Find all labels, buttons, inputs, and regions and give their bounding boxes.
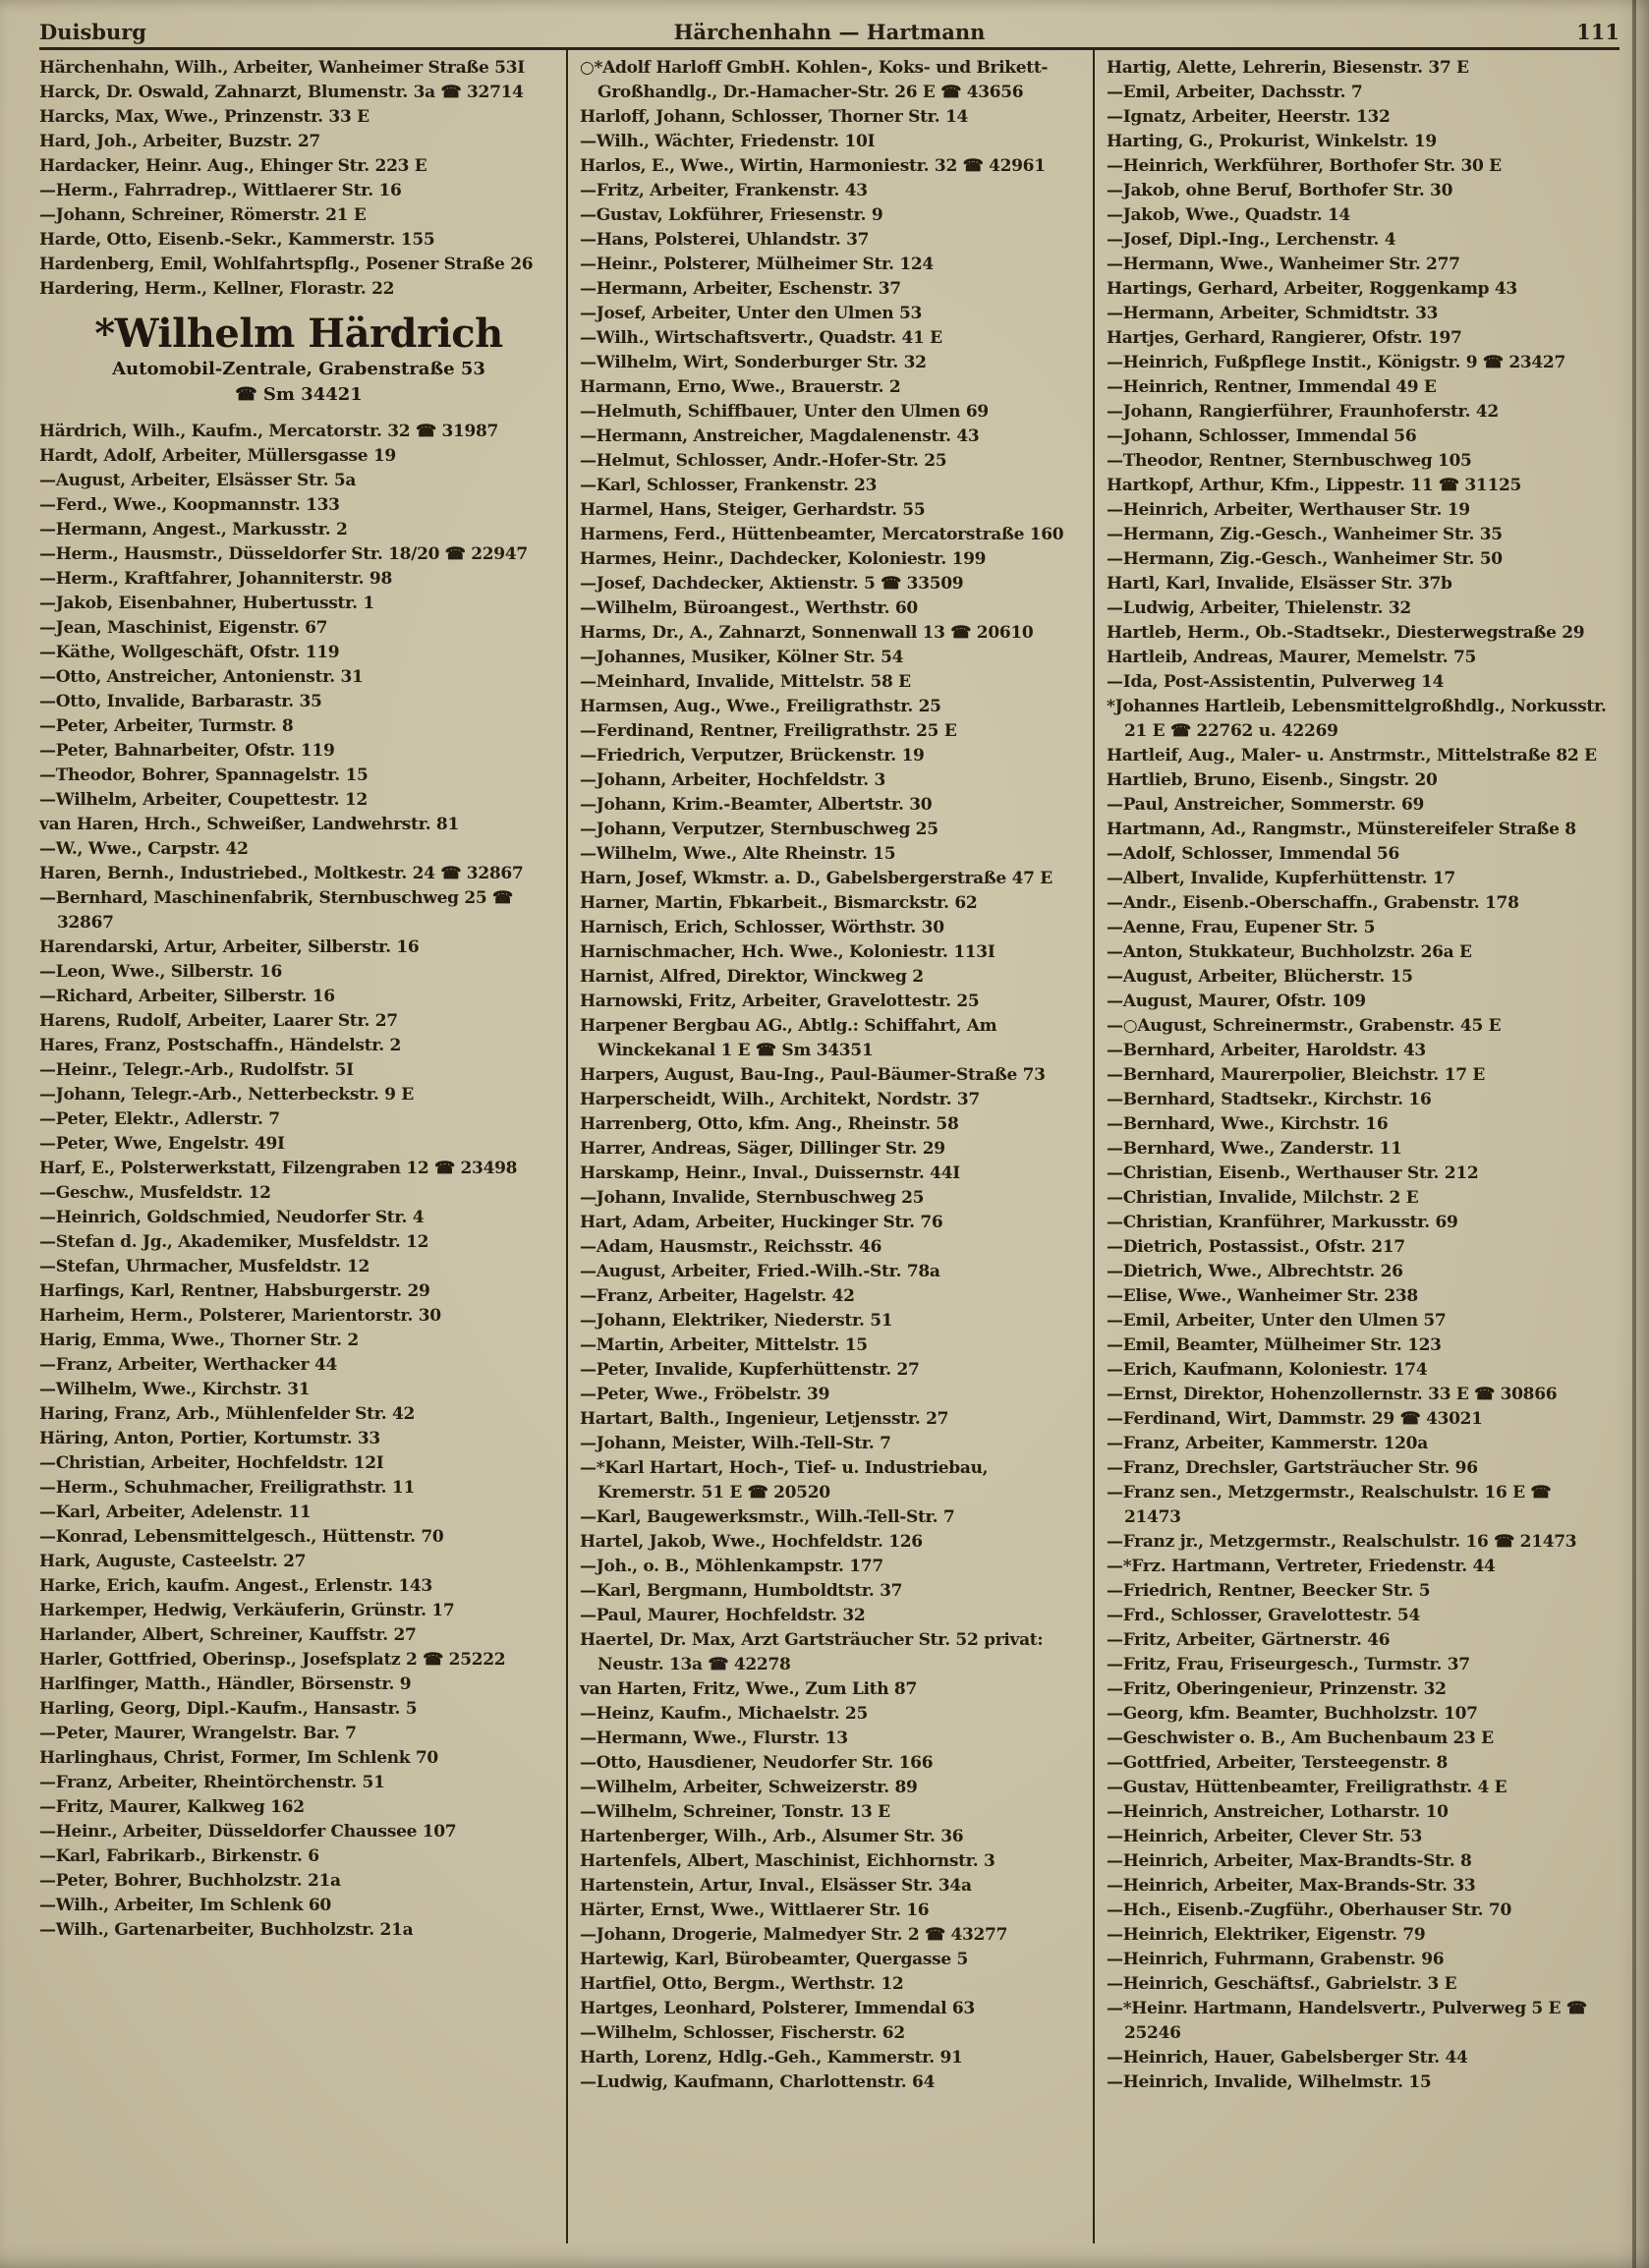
directory-entry: —Heinrich, Goldschmied, Neudorfer Str. 4 — [39, 1208, 425, 1227]
directory-entry: —Karl, Arbeiter, Adelenstr. 11 — [39, 1503, 312, 1522]
directory-entry: —Jean, Maschinist, Eigenstr. 67 — [39, 618, 328, 638]
directory-entry: Haring, Franz, Arb., Mühlenfelder Str. 42 — [39, 1404, 416, 1424]
directory-entry: —Franz, Arbeiter, Rheintörchenstr. 51 — [39, 1773, 385, 1792]
directory-entry: —Albert, Invalide, Kupferhüttenstr. 17 — [1107, 869, 1455, 888]
directory-entry: Harmens, Ferd., Hüttenbeamter, Mercatorstraße 160 — [580, 525, 1064, 544]
directory-entry: —Franz, Arbeiter, Hagelstr. 42 — [580, 1286, 855, 1306]
directory-entry: —Franz, Drechsler, Gartsträucher Str. 96 — [1107, 1458, 1478, 1478]
directory-entry: Harms, Dr., A., Zahnarzt, Sonnenwall 13 ☎ 20610 — [580, 623, 1034, 643]
directory-entry: Harck, Dr. Oswald, Zahnarzt, Blumenstr. 3a ☎ 32714 — [39, 83, 524, 102]
directory-entry: —Hans, Polsterei, Uhlandstr. 37 — [580, 230, 870, 250]
column-3 — [1093, 50, 1620, 2243]
directory-entry: —Emil, Arbeiter, Dachsstr. 7 — [1107, 83, 1363, 102]
directory-entry: —Johann, Arbeiter, Hochfeldstr. 3 — [580, 770, 886, 790]
directory-entry: Hartart, Balth., Ingenieur, Letjensstr. 27 — [580, 1409, 949, 1429]
directory-entry: —Hermann, Anstreicher, Magdalenenstr. 43 — [580, 426, 980, 446]
directory-entry: Härter, Ernst, Wwe., Wittlaerer Str. 16 — [580, 1900, 930, 1920]
directory-entry: —August, Arbeiter, Fried.-Wilh.-Str. 78a — [580, 1262, 940, 1281]
directory-entry: Harde, Otto, Eisenb.-Sekr., Kammerstr. 155 — [39, 230, 435, 250]
directory-entry: —Fritz, Frau, Friseurgesch., Turmstr. 37 — [1107, 1655, 1470, 1674]
directory-entry: Härdrich, Wilh., Kaufm., Mercatorstr. 32 ☎ 31987 — [39, 422, 499, 441]
directory-entry: —Josef, Arbeiter, Unter den Ulmen 53 — [580, 304, 923, 323]
directory-entry: —Geschwister o. B., Am Buchenbaum 23 E — [1107, 1729, 1494, 1748]
header-name-range: Härchenhahn — Hartmann — [673, 20, 986, 44]
directory-entry: —Richard, Arbeiter, Silberstr. 16 — [39, 987, 335, 1006]
directory-entry: —Georg, kfm. Beamter, Buchholzstr. 107 — [1107, 1704, 1478, 1724]
directory-entry: —Johann, Schlosser, Immendal 56 — [1107, 426, 1417, 446]
directory-entry: —Heinrich, Fußpflege Instit., Königstr. 9 ☎ 23427 — [1107, 353, 1565, 372]
directory-entry: van Harten, Fritz, Wwe., Zum Lith 87 — [580, 1679, 917, 1699]
directory-entry: —Fritz, Maurer, Kalkweg 162 — [39, 1797, 305, 1817]
directory-entry: —Elise, Wwe., Wanheimer Str. 238 — [1107, 1286, 1418, 1306]
directory-entry: —Christian, Eisenb., Werthauser Str. 212 — [1107, 1163, 1479, 1183]
directory-entry: —Heinrich, Geschäftsf., Gabrielstr. 3 E — [1107, 1974, 1457, 1994]
directory-entry: —Hermann, Arbeiter, Schmidtstr. 33 — [1107, 304, 1439, 323]
directory-entry: —Hermann, Wwe., Flurstr. 13 — [580, 1729, 848, 1748]
directory-entry: Harrenberg, Otto, kfm. Ang., Rheinstr. 58 — [580, 1114, 959, 1134]
directory-entry: —Stefan d. Jg., Akademiker, Musfeldstr. 12 — [39, 1232, 429, 1252]
directory-entry: —Erich, Kaufmann, Koloniestr. 174 — [1107, 1360, 1428, 1380]
directory-entry: —Paul, Maurer, Hochfeldstr. 32 — [580, 1606, 866, 1625]
directory-entry: Harheim, Herm., Polsterer, Marientorstr. 30 — [39, 1306, 441, 1326]
directory-entry: —Peter, Bahnarbeiter, Ofstr. 119 — [39, 741, 335, 761]
directory-entry: Harmes, Heinr., Dachdecker, Koloniestr. 199 — [580, 549, 987, 569]
directory-entry: —Ferdinand, Wirt, Dammstr. 29 ☎ 43021 — [1107, 1409, 1483, 1429]
directory-entry: —Ernst, Direktor, Hohenzollernstr. 33 E ☎ 30866 — [1107, 1385, 1558, 1404]
directory-entry: Harfings, Karl, Rentner, Habsburgerstr. 29 — [39, 1281, 430, 1301]
directory-entry: Harcks, Max, Wwe., Prinzenstr. 33 E — [39, 107, 370, 127]
directory-entry: —Wilhelm, Schlosser, Fischerstr. 62 — [580, 2023, 905, 2043]
directory-entry: Häring, Anton, Portier, Kortumstr. 33 — [39, 1429, 380, 1448]
directory-entry: —Hermann, Zig.-Gesch., Wanheimer Str. 35 — [1107, 525, 1503, 544]
directory-entry: Harskamp, Heinr., Inval., Duissernstr. 44I — [580, 1163, 960, 1183]
directory-entry: —Wilhelm, Schreiner, Tonstr. 13 E — [580, 1802, 890, 1822]
directory-entry: Hardenberg, Emil, Wohlfahrtspflg., Posener Straße 26 — [39, 255, 534, 274]
directory-entry: Hardacker, Heinr. Aug., Ehinger Str. 223 E — [39, 156, 427, 176]
directory-entry: —Käthe, Wollgeschäft, Ofstr. 119 — [39, 643, 340, 662]
directory-entry: —Heinz, Kaufm., Michaelstr. 25 — [580, 1704, 868, 1724]
directory-entry: —Hch., Eisenb.-Zugführ., Oberhauser Str. 70 — [1107, 1900, 1511, 1920]
directory-entry: Hartenstein, Artur, Inval., Elsässer Str. 34a — [580, 1876, 972, 1896]
directory-entry: Harlfinger, Matth., Händler, Börsenstr. 9 — [39, 1674, 412, 1694]
directory-entry: —Herm., Kraftfahrer, Johanniterstr. 98 — [39, 569, 392, 589]
directory-entry: —Wilh., Wirtschaftsvertr., Quadstr. 41 E — [580, 328, 942, 348]
directory-entry: —Helmut, Schlosser, Andr.-Hofer-Str. 25 — [580, 451, 947, 471]
directory-entry: van Haren, Hrch., Schweißer, Landwehrstr. 81 — [39, 815, 459, 834]
directory-entry: —Dietrich, Postassist., Ofstr. 217 — [1107, 1237, 1405, 1257]
directory-entry: —Friedrich, Rentner, Beecker Str. 5 — [1107, 1581, 1431, 1601]
directory-entry: —Josef, Dachdecker, Aktienstr. 5 ☎ 33509 — [580, 574, 964, 594]
directory-entry: —Christian, Kranführer, Markusstr. 69 — [1107, 1213, 1458, 1232]
directory-entry: Hartig, Alette, Lehrerin, Biesenstr. 37 E — [1107, 58, 1469, 78]
directory-entry: —Peter, Maurer, Wrangelstr. Bar. 7 — [39, 1724, 357, 1743]
directory-entry: —Helmuth, Schiffbauer, Unter den Ulmen 69 — [580, 402, 989, 422]
directory-entry: Harendarski, Artur, Arbeiter, Silberstr. 16 — [39, 937, 420, 957]
directory-entry: Harrer, Andreas, Säger, Dillinger Str. 29 — [580, 1139, 945, 1159]
directory-entry: Harnisch, Erich, Schlosser, Wörthstr. 30 — [580, 918, 944, 937]
directory-entry: —Heinrich, Fuhrmann, Grabenstr. 96 — [1107, 1950, 1445, 1969]
directory-entry: —Otto, Anstreicher, Antonienstr. 31 — [39, 667, 364, 687]
directory-entry: Hartenfels, Albert, Maschinist, Eichhornstr. 3 — [580, 1851, 995, 1871]
directory-entry: —Theodor, Rentner, Sternbuschweg 105 — [1107, 451, 1472, 471]
directory-entry: Harpers, August, Bau-Ing., Paul-Bäumer-Straße 73 — [580, 1065, 1046, 1085]
directory-entry: —Adolf, Schlosser, Immendal 56 — [1107, 844, 1399, 864]
directory-entry: —Franz, Arbeiter, Kammerstr. 120a — [1107, 1434, 1428, 1453]
ad-phone-number: ☎ Sm 34421 — [235, 384, 363, 405]
directory-entry: Hartfiel, Otto, Bergm., Werthstr. 12 — [580, 1974, 904, 1994]
scan-edge-artifact — [1632, 0, 1636, 2268]
column-3-entries — [1107, 56, 1612, 2095]
directory-entry: —Ida, Post-Assistentin, Pulverweg 14 — [1107, 672, 1445, 692]
directory-entry: —Jakob, Wwe., Quadstr. 14 — [1107, 205, 1351, 225]
directory-entry: Harloff, Johann, Schlosser, Thorner Str. 14 — [580, 107, 969, 127]
directory-entry: —Hermann, Angest., Markusstr. 2 — [39, 520, 348, 539]
directory-entry: —Martin, Arbeiter, Mittelstr. 15 — [580, 1335, 868, 1355]
directory-columns — [39, 50, 1620, 2243]
directory-entry: Hartges, Leonhard, Polsterer, Immendal 63 — [580, 1999, 975, 2018]
directory-entry: —Bernhard, Stadtsekr., Kirchstr. 16 — [1107, 1090, 1432, 1109]
directory-entry: —August, Arbeiter, Elsässer Str. 5a — [39, 471, 357, 490]
ad-title: *Wilhelm Härdrich — [94, 311, 503, 357]
directory-entry: —August, Arbeiter, Blücherstr. 15 — [1107, 967, 1413, 987]
directory-entry: —Bernhard, Wwe., Kirchstr. 16 — [1107, 1114, 1389, 1134]
directory-entry: Harling, Georg, Dipl.-Kaufm., Hansastr. 5 — [39, 1699, 418, 1719]
directory-entry: —*Heinr. Hartmann, Handelsvertr., Pulverweg 5 E ☎ 25246 — [1107, 1999, 1587, 2043]
directory-entry: Hartings, Gerhard, Arbeiter, Roggenkamp 43 — [1107, 279, 1517, 299]
directory-entry: —Emil, Arbeiter, Unter den Ulmen 57 — [1107, 1311, 1447, 1331]
directory-entry: —Christian, Invalide, Milchstr. 2 E — [1107, 1188, 1419, 1208]
directory-entry: —Friedrich, Verputzer, Brückenstr. 19 — [580, 746, 925, 765]
directory-entry: —Fritz, Oberingenieur, Prinzenstr. 32 — [1107, 1679, 1447, 1699]
directory-entry: —Wilh., Wächter, Friedenstr. 10I — [580, 132, 876, 151]
directory-entry: —Johann, Meister, Wilh.-Tell-Str. 7 — [580, 1434, 891, 1453]
directory-entry: —Peter, Arbeiter, Turmstr. 8 — [39, 716, 294, 736]
directory-entry: —August, Maurer, Ofstr. 109 — [1107, 992, 1366, 1011]
directory-entry: —Bernhard, Arbeiter, Haroldstr. 43 — [1107, 1041, 1426, 1060]
directory-entry: —Herm., Hausmstr., Düsseldorfer Str. 18/20 ☎ 22947 — [39, 544, 528, 564]
directory-entry: —Karl, Fabrikarb., Birkenstr. 6 — [39, 1846, 319, 1866]
directory-entry: Harting, G., Prokurist, Winkelstr. 19 — [1107, 132, 1437, 151]
directory-entry: —Heinrich, Arbeiter, Clever Str. 53 — [1107, 1827, 1423, 1846]
directory-entry: —Josef, Dipl.-Ing., Lerchenstr. 4 — [1107, 230, 1396, 250]
directory-entry: —Heinrich, Arbeiter, Max-Brandts-Str. 8 — [1107, 1851, 1472, 1871]
directory-entry: —Bernhard, Maschinenfabrik, Sternbuschweg 25 ☎ 32867 — [39, 888, 513, 933]
directory-entry: —Heinrich, Arbeiter, Max-Brands-Str. 33 — [1107, 1876, 1476, 1896]
directory-entry: —Otto, Hausdiener, Neudorfer Str. 166 — [580, 1753, 934, 1773]
directory-entry: —Peter, Invalide, Kupferhüttenstr. 27 — [580, 1360, 920, 1380]
directory-entry: —Heinrich, Rentner, Immendal 49 E — [1107, 377, 1437, 397]
directory-entry: —Heinr., Polsterer, Mülheimer Str. 124 — [580, 255, 934, 274]
directory-entry: Harf, E., Polsterwerkstatt, Filzengraben 12 ☎ 23498 — [39, 1159, 518, 1178]
directory-entry: —Heinrich, Hauer, Gabelsberger Str. 44 — [1107, 2048, 1468, 2068]
directory-entry: —Peter, Wwe., Fröbelstr. 39 — [580, 1385, 830, 1404]
directory-entry: —Peter, Elektr., Adlerstr. 7 — [39, 1109, 280, 1129]
directory-entry: Hartleib, Andreas, Maurer, Memelstr. 75 — [1107, 648, 1477, 667]
directory-entry: —Meinhard, Invalide, Mittelstr. 58 E — [580, 672, 911, 692]
directory-entry: Harnist, Alfred, Direktor, Winckweg 2 — [580, 967, 924, 987]
directory-entry: —Adam, Hausmstr., Reichsstr. 46 — [580, 1237, 882, 1257]
directory-entry: —Jakob, Eisenbahner, Hubertusstr. 1 — [39, 594, 374, 613]
directory-entry: *Johannes Hartleib, Lebensmittelgroßhdlg., Norkusstr. 21 E ☎ 22762 u. 42269 — [1107, 697, 1607, 741]
header-city: Duisburg — [39, 20, 146, 44]
column-1-entries-top — [39, 56, 558, 302]
directory-entry: Hares, Franz, Postschaffn., Händelstr. 2 — [39, 1036, 402, 1055]
directory-entry: —Jakob, ohne Beruf, Borthofer Str. 30 — [1107, 181, 1453, 200]
directory-entry: —Wilhelm, Wirt, Sonderburger Str. 32 — [580, 353, 927, 372]
directory-entry: Harmann, Erno, Wwe., Brauerstr. 2 — [580, 377, 901, 397]
directory-entry: Hartlieb, Bruno, Eisenb., Singstr. 20 — [1107, 770, 1438, 790]
directory-entry: Hartkopf, Arthur, Kfm., Lippestr. 11 ☎ 31125 — [1107, 476, 1522, 495]
directory-entry: Hartenberger, Wilh., Arb., Alsumer Str. 36 — [580, 1827, 964, 1846]
directory-entry: Harperscheidt, Wilh., Architekt, Nordstr. 37 — [580, 1090, 980, 1109]
directory-entry: —Anton, Stukkateur, Buchholzstr. 26a E — [1107, 942, 1472, 962]
directory-entry: —Gottfried, Arbeiter, Tersteegenstr. 8 — [1107, 1753, 1449, 1773]
directory-entry: Härchenhahn, Wilh., Arbeiter, Wanheimer Straße 53I — [39, 58, 525, 78]
page-number: 111 — [1576, 20, 1620, 44]
advertisement-haerdrich — [39, 312, 558, 408]
directory-entry: —Karl, Bergmann, Humboldtstr. 37 — [580, 1581, 903, 1601]
directory-entry: —Ferd., Wwe., Koopmannstr. 133 — [39, 495, 340, 515]
directory-entry: —Johannes, Musiker, Kölner Str. 54 — [580, 648, 904, 667]
directory-entry: —Johann, Invalide, Sternbuschweg 25 — [580, 1188, 925, 1208]
directory-entry: Hartleif, Aug., Maler- u. Anstrmstr., Mittelstraße 82 E — [1107, 746, 1597, 765]
column-2 — [566, 50, 1093, 2243]
directory-entry: —Herm., Schuhmacher, Freiligrathstr. 11 — [39, 1478, 415, 1498]
directory-entry: Harmel, Hans, Steiger, Gerhardstr. 55 — [580, 500, 926, 520]
directory-entry: —Geschw., Musfeldstr. 12 — [39, 1183, 271, 1203]
ad-subtitle: Automobil-Zentrale, Grabenstraße 53 — [112, 359, 485, 379]
directory-entry: Harkemper, Hedwig, Verkäuferin, Grünstr. 17 — [39, 1601, 455, 1620]
directory-entry: Hartmann, Ad., Rangmstr., Münstereifeler Straße 8 — [1107, 820, 1576, 839]
directory-entry: —Andr., Eisenb.-Oberschaffn., Grabenstr. 178 — [1107, 893, 1519, 913]
directory-entry: —Peter, Bohrer, Buchholzstr. 21a — [39, 1871, 341, 1891]
directory-entry: —Johann, Krim.-Beamter, Albertstr. 30 — [580, 795, 933, 815]
directory-entry: Harnowski, Fritz, Arbeiter, Gravelottestr. 25 — [580, 992, 980, 1011]
directory-entry: —Heinr., Arbeiter, Düsseldorfer Chaussee 107 — [39, 1822, 457, 1842]
directory-entry: Haren, Bernh., Industriebed., Moltkestr. 24 ☎ 32867 — [39, 864, 524, 883]
directory-entry: —Fritz, Arbeiter, Frankenstr. 43 — [580, 181, 868, 200]
directory-entry: Harmsen, Aug., Wwe., Freiligrathstr. 25 — [580, 697, 941, 716]
directory-entry: Hartewig, Karl, Bürobeamter, Quergasse 5 — [580, 1950, 969, 1969]
directory-entry: Harig, Emma, Wwe., Thorner Str. 2 — [39, 1331, 359, 1350]
directory-entry: —Christian, Arbeiter, Hochfeldstr. 12I — [39, 1453, 384, 1473]
directory-entry: Hardering, Herm., Kellner, Florastr. 22 — [39, 279, 395, 299]
directory-entry: —Bernhard, Wwe., Zanderstr. 11 — [1107, 1139, 1402, 1159]
directory-entry: —Bernhard, Maurerpolier, Bleichstr. 17 E — [1107, 1065, 1485, 1085]
directory-entry: —Ferdinand, Rentner, Freiligrathstr. 25 E — [580, 721, 957, 741]
directory-entry: —Heinrich, Elektriker, Eigenstr. 79 — [1107, 1925, 1426, 1945]
directory-entry: —Hermann, Wwe., Wanheimer Str. 277 — [1107, 255, 1460, 274]
directory-entry: —Joh., o. B., Möhlenkampstr. 177 — [580, 1557, 883, 1576]
directory-entry: —Gustav, Hüttenbeamter, Freiligrathstr. 4 E — [1107, 1778, 1507, 1797]
directory-entry: —Wilhelm, Wwe., Kirchstr. 31 — [39, 1380, 311, 1399]
directory-entry: Hartel, Jakob, Wwe., Hochfeldstr. 126 — [580, 1532, 923, 1552]
directory-entry: —Wilhelm, Arbeiter, Schweizerstr. 89 — [580, 1778, 918, 1797]
directory-entry: —Karl, Baugewerksmstr., Wilh.-Tell-Str. 7 — [580, 1507, 955, 1527]
directory-entry: —W., Wwe., Carpstr. 42 — [39, 839, 249, 859]
directory-entry: —Heinrich, Arbeiter, Werthauser Str. 19 — [1107, 500, 1470, 520]
directory-entry: —Johann, Verputzer, Sternbuschweg 25 — [580, 820, 938, 839]
directory-entry: Harler, Gottfried, Oberinsp., Josefsplatz 2 ☎ 25222 — [39, 1650, 506, 1670]
directory-entry: Hardt, Adolf, Arbeiter, Müllersgasse 19 — [39, 446, 396, 466]
directory-entry: —Johann, Rangierführer, Fraunhoferstr. 42 — [1107, 402, 1499, 422]
directory-entry: Harn, Josef, Wkmstr. a. D., Gabelsbergerstraße 47 E — [580, 869, 1052, 888]
directory-entry: —Johann, Telegr.-Arb., Netterbeckstr. 9 E — [39, 1085, 414, 1105]
directory-entry: Hart, Adam, Arbeiter, Huckinger Str. 76 — [580, 1213, 943, 1232]
directory-entry: Harlos, E., Wwe., Wirtin, Harmoniestr. 32 ☎ 42961 — [580, 156, 1046, 176]
column-1 — [39, 50, 566, 2243]
directory-entry: —Gustav, Lokführer, Friesenstr. 9 — [580, 205, 883, 225]
directory-entry: —Johann, Elektriker, Niederstr. 51 — [580, 1311, 893, 1331]
directory-entry: Hartl, Karl, Invalide, Elsässer Str. 37b — [1107, 574, 1452, 594]
directory-entry: —Ludwig, Kaufmann, Charlottenstr. 64 — [580, 2072, 936, 2092]
directory-entry: —○August, Schreinermstr., Grabenstr. 45 E — [1107, 1016, 1502, 1036]
column-1-entries-bottom — [39, 420, 558, 1943]
directory-entry: —Wilhelm, Wwe., Alte Rheinstr. 15 — [580, 844, 896, 864]
directory-entry: —Frd., Schlosser, Gravelottestr. 54 — [1107, 1606, 1420, 1625]
directory-entry: —Aenne, Frau, Eupener Str. 5 — [1107, 918, 1376, 937]
directory-entry: —*Karl Hartart, Hoch-, Tief- u. Industriebau, Kremerstr. 51 E ☎ 20520 — [580, 1458, 989, 1503]
directory-entry: —Karl, Schlosser, Frankenstr. 23 — [580, 476, 878, 495]
directory-entry: —Dietrich, Wwe., Albrechtstr. 26 — [1107, 1262, 1403, 1281]
page-header — [39, 20, 1620, 50]
directory-entry: —Leon, Wwe., Silberstr. 16 — [39, 962, 282, 982]
directory-entry: —Paul, Anstreicher, Sommerstr. 69 — [1107, 795, 1425, 815]
directory-entry: Harens, Rudolf, Arbeiter, Laarer Str. 27 — [39, 1011, 398, 1031]
directory-entry: —Otto, Invalide, Barbarastr. 35 — [39, 692, 322, 711]
directory-entry: —Wilhelm, Arbeiter, Coupettestr. 12 — [39, 790, 368, 810]
directory-entry: —Emil, Beamter, Mülheimer Str. 123 — [1107, 1335, 1442, 1355]
directory-entry: —Ludwig, Arbeiter, Thielenstr. 32 — [1107, 598, 1411, 618]
directory-entry: —Theodor, Bohrer, Spannagelstr. 15 — [39, 765, 369, 785]
directory-entry: —Konrad, Lebensmittelgesch., Hüttenstr. 70 — [39, 1527, 444, 1547]
directory-entry: Harlander, Albert, Schreiner, Kauffstr. 27 — [39, 1625, 417, 1645]
directory-entry: Hartjes, Gerhard, Rangierer, Ofstr. 197 — [1107, 328, 1462, 348]
directory-entry: —Heinrich, Anstreicher, Lotharstr. 10 — [1107, 1802, 1449, 1822]
directory-entry: —Johann, Drogerie, Malmedyer Str. 2 ☎ 43277 — [580, 1925, 1008, 1945]
directory-entry: —Franz sen., Metzgermstr., Realschulstr. 16 E ☎ 21473 — [1107, 1483, 1552, 1527]
directory-entry: —Franz jr., Metzgermstr., Realschulstr. 16 ☎ 21473 — [1107, 1532, 1577, 1552]
directory-entry: Harlinghaus, Christ, Former, Im Schlenk 70 — [39, 1748, 438, 1768]
directory-entry: —Franz, Arbeiter, Werthacker 44 — [39, 1355, 338, 1375]
directory-entry: —Herm., Fahrradrep., Wittlaerer Str. 16 — [39, 181, 402, 200]
directory-entry: —Fritz, Arbeiter, Gärtnerstr. 46 — [1107, 1630, 1391, 1650]
directory-entry: ○*Adolf Harloff GmbH. Kohlen-, Koks- und Brikett-Großhandlg., Dr.-Hamacher-Str. 26 E ☎ 43656 — [580, 58, 1049, 102]
directory-entry: —Wilh., Gartenarbeiter, Buchholzstr. 21a — [39, 1920, 414, 1940]
directory-entry: —Heinrich, Invalide, Wilhelmstr. 15 — [1107, 2072, 1432, 2092]
directory-entry: —Peter, Wwe, Engelstr. 49I — [39, 1134, 285, 1154]
directory-entry: Harnischmacher, Hch. Wwe., Koloniestr. 113I — [580, 942, 995, 962]
directory-entry: —Heinr., Telegr.-Arb., Rudolfstr. 5I — [39, 1060, 354, 1080]
directory-entry: Hark, Auguste, Casteelstr. 27 — [39, 1552, 307, 1571]
directory-entry: —Hermann, Zig.-Gesch., Wanheimer Str. 50 — [1107, 549, 1503, 569]
directory-entry: —Heinrich, Werkführer, Borthofer Str. 30 E — [1107, 156, 1502, 176]
directory-entry: Haertel, Dr. Max, Arzt Gartsträucher Str. 52 privat: Neustr. 13a ☎ 42278 — [580, 1630, 1044, 1674]
directory-entry: Harner, Martin, Fbkarbeit., Bismarckstr. 62 — [580, 893, 978, 913]
directory-entry: —Johann, Schreiner, Römerstr. 21 E — [39, 205, 367, 225]
directory-entry: —Stefan, Uhrmacher, Musfeldstr. 12 — [39, 1257, 370, 1276]
directory-entry: Harpener Bergbau AG., Abtlg.: Schiffahrt, Am Winckekanal 1 E ☎ Sm 34351 — [580, 1016, 997, 1060]
directory-entry: Harth, Lorenz, Hdlg.-Geh., Kammerstr. 91 — [580, 2048, 963, 2068]
directory-entry: —Ignatz, Arbeiter, Heerstr. 132 — [1107, 107, 1391, 127]
column-2-entries — [580, 56, 1085, 2095]
directory-entry: Harke, Erich, kaufm. Angest., Erlenstr. 143 — [39, 1576, 432, 1596]
directory-entry: Hard, Joh., Arbeiter, Buzstr. 27 — [39, 132, 320, 151]
directory-entry: —Wilh., Arbeiter, Im Schlenk 60 — [39, 1896, 331, 1915]
directory-entry: Hartleb, Herm., Ob.-Stadtsekr., Diesterwegstraße 29 — [1107, 623, 1585, 643]
directory-entry: —Wilhelm, Büroangest., Werthstr. 60 — [580, 598, 918, 618]
directory-entry: —Hermann, Arbeiter, Eschenstr. 37 — [580, 279, 901, 299]
directory-entry: —*Frz. Hartmann, Vertreter, Friedenstr. 44 — [1107, 1557, 1496, 1576]
